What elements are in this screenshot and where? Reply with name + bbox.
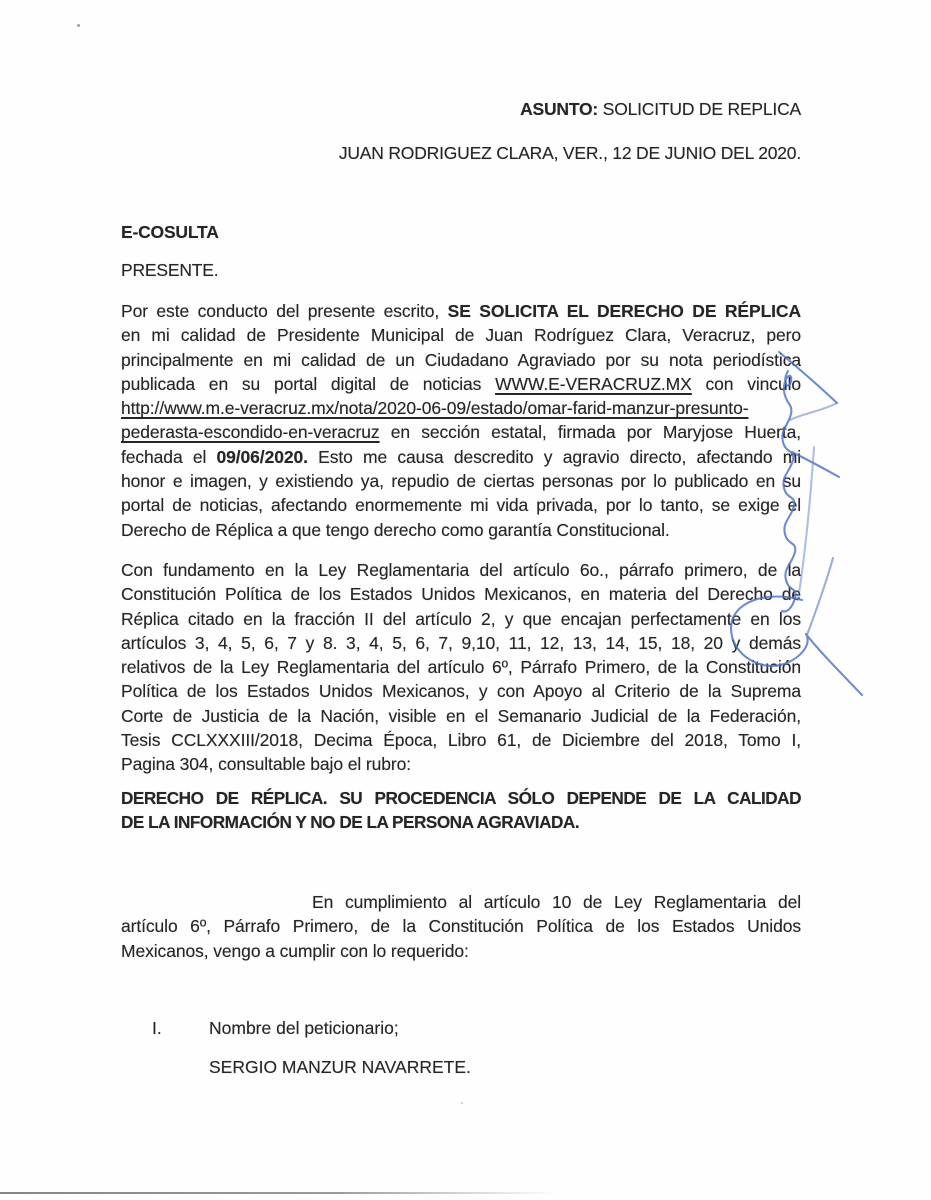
text-line: fechada el 09/06/2020. Esto me causa descredito y agravio directo, afectando mi (121, 446, 801, 467)
subject-line (121, 97, 801, 121)
paragraph-solicitud-replica (121, 299, 801, 542)
subject-label: ASUNTO: (520, 99, 599, 119)
ruling-heading (121, 786, 801, 835)
text-line: Por este conducto del presente escrito, SE SOLICITA EL DERECHO DE RÉPLICA (121, 301, 801, 321)
addressee: E-COSULTA (121, 222, 219, 242)
salutation: PRESENTE. (121, 260, 219, 280)
text-line: pederasta-escondido-en-veracruz en sección estatal, firmada por Maryjose Huerta, (121, 422, 801, 443)
paragraph-fundamento-legal (121, 558, 801, 777)
text-line: DERECHO DE RÉPLICA. SU PROCEDENCIA SÓLO DEPENDE DE LA CALIDAD (121, 788, 801, 808)
subject-value: SOLICITUD DE REPLICA (598, 99, 801, 119)
text-line: En cumplimiento al artículo 10 de Ley Reglamentaria del (312, 892, 801, 912)
list-number: I. (152, 1018, 162, 1038)
text-line: Réplica citado en la fracción II del artículo 2, y que encajan perfectamente en los (121, 608, 801, 629)
list-label: Nombre del peticionario; (209, 1018, 399, 1038)
scan-speck (461, 1102, 463, 1104)
text-line: DE LA INFORMACIÓN Y NO DE LA PERSONA AGRAVIADA. (121, 812, 580, 833)
signature-stroke (806, 634, 862, 695)
text-line: Mexicanos, vengo a cumplir con lo requerido: (121, 940, 469, 961)
text-line: relativos de la Ley Reglamentaria del artículo 6º, Párrafo Primero, de la Constitución (121, 657, 801, 678)
text-line: portal de noticias, afectando enormemente mi vida privada, por lo tanto, se exige el (121, 495, 801, 516)
text-line: honor e imagen, y existiendo ya, repudio de ciertas personas por lo publicado en su (121, 471, 801, 492)
text-line: Política de los Estados Unidos Mexicanos, y con Apoyo al Criterio de la Suprema (121, 681, 801, 702)
text-line: Con fundamento en la Ley Reglamentaria del artículo 6o., párrafo primero, de la (121, 560, 801, 580)
text-line: principalmente en mi calidad de un Ciudadano Agraviado por su nota periodística (121, 349, 801, 370)
text-line: Constitución Política de los Estados Unidos Mexicanos, en materia del Derecho de (121, 584, 801, 605)
scan-artifact-line (0, 1192, 558, 1194)
text-line: Derecho de Réplica a que tengo derecho como garantía Constitucional. (121, 519, 670, 540)
dateline: JUAN RODRIGUEZ CLARA, VER., 12 DE JUNIO DEL 2020. (338, 143, 801, 163)
petitioner-name: SERGIO MANZUR NAVARRETE. (209, 1057, 471, 1077)
text-line: artículo 6º, Párrafo Primero, de la Constitución Política de los Estados Unidos (121, 916, 801, 937)
text-line: Tesis CCLXXXIII/2018, Decima Época, Libro 61, de Diciembre del 2018, Tomo I, (121, 730, 801, 751)
text-line: artículos 3, 4, 5, 6, 7 y 8. 3, 4, 5, 6, 7, 9,10, 11, 12, 13, 14, 15, 18, 20 y demás (121, 632, 801, 653)
text-line: en mi calidad de Presidente Municipal de Juan Rodríguez Clara, Veracruz, pero (121, 325, 801, 346)
signature-stroke (807, 558, 833, 635)
text-line: http://www.m.e-veracruz.mx/nota/2020-06-09/estado/omar-farid-manzur-presunto- (121, 398, 749, 419)
text-line: Pagina 304, consultable bajo el rubro: (121, 754, 412, 775)
scan-speck (77, 24, 80, 27)
text-line: publicada en su portal digital de noticias WWW.E-VERACRUZ.MX con vinculo (121, 373, 801, 394)
paragraph-cumplimiento (121, 890, 801, 963)
text-line: Corte de Justicia de la Nación, visible en el Semanario Judicial de la Federación, (121, 705, 801, 726)
